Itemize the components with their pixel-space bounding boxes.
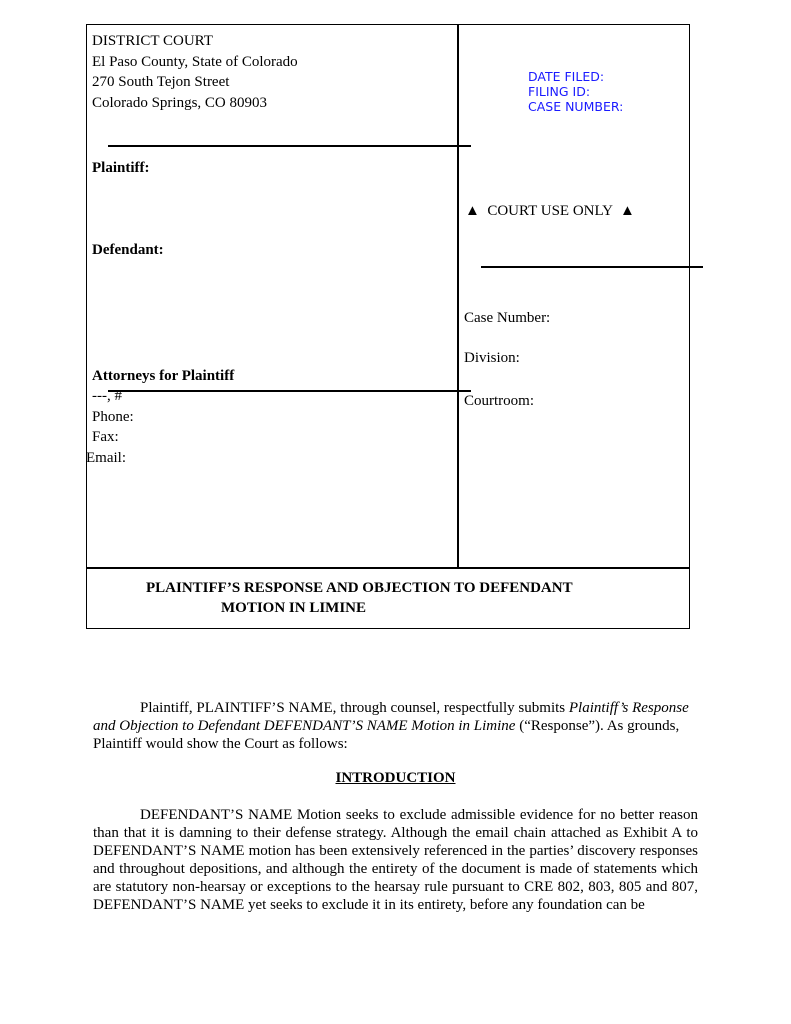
court-party-divider	[108, 145, 471, 147]
filing-id-label: FILING ID:	[528, 84, 591, 99]
attorneys-label: Attorneys for Plaintiff	[92, 368, 235, 384]
document-title-line1: PLAINTIFF’S RESPONSE AND OBJECTION TO DEFENDANT	[146, 580, 573, 596]
attorney-divider	[108, 390, 471, 392]
defendant-label: Defendant:	[92, 242, 164, 258]
court-name: DISTRICT COURT	[92, 33, 213, 49]
introduction-paragraph: DEFENDANT’S NAME Motion seeks to exclude admissible evidence for no better reason than that it is damning to their defense strategy. Although the email chain attached as Exhibit A to DEFENDANT’S NAME motion has been extensively referenced in the parties’ discovery responses and throughout depositions, and although the entirety of the document is made of statements which are statutory non-hearsay or exceptions to the hearsay rule pursuant to CRE 802, 803, 805 and 807, DEFENDANT’S NAME yet seeks to exclude it in its entirety, before any foundation can be	[93, 807, 698, 913]
plaintiff-label: Plaintiff:	[92, 160, 150, 176]
court-address	[92, 31, 298, 113]
intro-text-title: Plaintiff’s Response and Objection to Defendant DEFENDANT’S NAME Motion in Limine	[93, 700, 689, 734]
caption-box	[86, 24, 690, 629]
intro-text-pre: Plaintiff, PLAINTIFF’S NAME, through counsel, respectfully submits	[140, 700, 569, 716]
case-number-stamp-label: CASE NUMBER:	[528, 99, 624, 114]
title-divider	[86, 567, 690, 569]
attorney-fax: Fax:	[92, 429, 119, 445]
courtroom-label: Courtroom:	[464, 393, 534, 409]
attorney-bar-number: ---, #	[92, 388, 122, 404]
introduction-heading: INTRODUCTION	[335, 770, 456, 786]
filing-stamp	[528, 69, 623, 114]
attorney-email: Email:	[86, 450, 126, 466]
court-use-divider	[481, 266, 703, 268]
intro-paragraph	[93, 699, 698, 753]
date-filed-label: DATE FILED:	[528, 69, 605, 84]
intro-text-post: (“Response”). As grounds, Plaintiff would show the Court as follows:	[93, 718, 680, 752]
case-number-label: Case Number:	[464, 310, 551, 326]
court-city: Colorado Springs, CO 80903	[92, 94, 268, 111]
division-label: Division:	[464, 350, 520, 366]
document-title-line2: MOTION IN LIMINE	[221, 600, 367, 616]
court-county: El Paso County, State of Colorado	[92, 53, 298, 70]
court-use-only: ▲ COURT USE ONLY ▲	[465, 203, 635, 219]
court-street: 270 South Tejon Street	[92, 74, 230, 90]
caption-divider	[457, 24, 459, 568]
attorney-phone: Phone:	[92, 409, 134, 425]
